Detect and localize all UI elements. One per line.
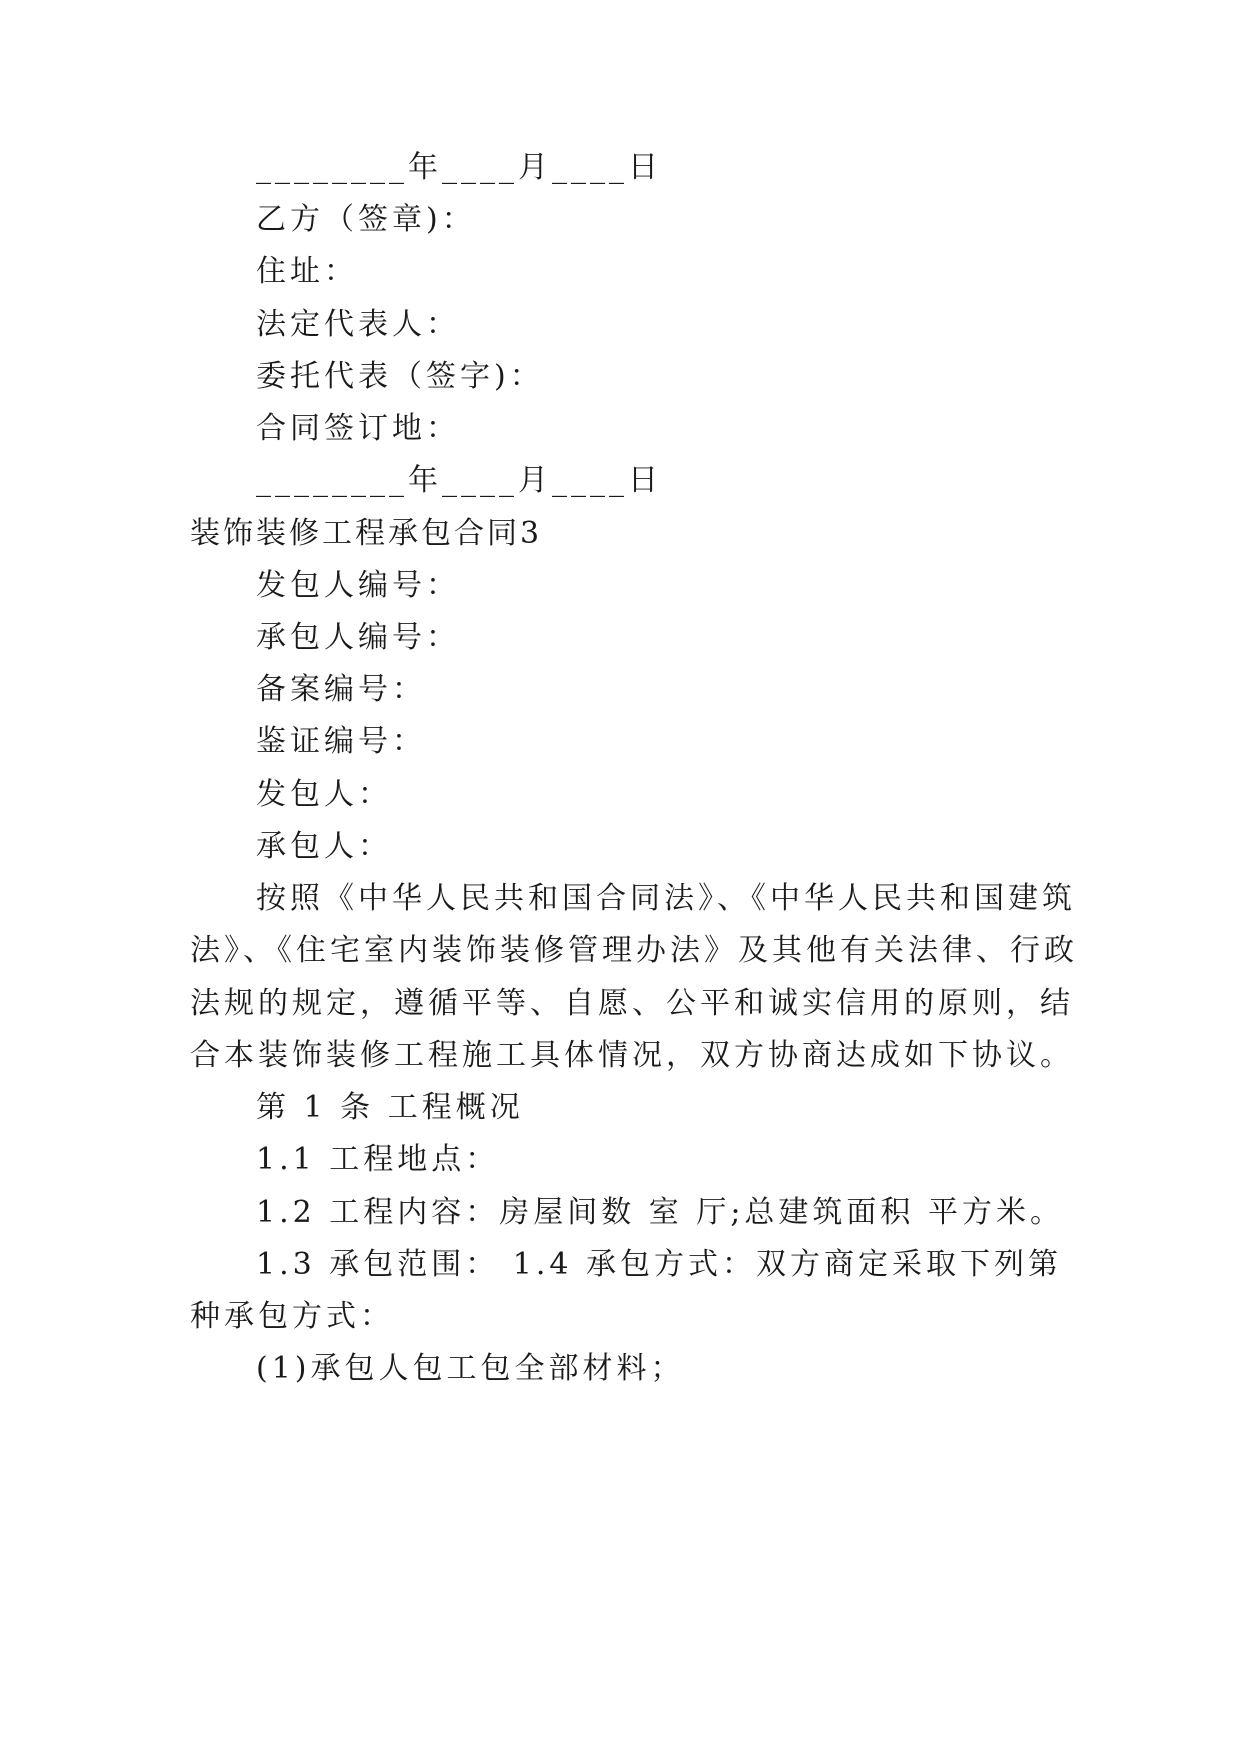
paragraph-line: 法规的规定，遵循平等、自愿、公平和诚实信用的原则，结 (190, 986, 1074, 1021)
address-line: 住址： (256, 254, 358, 289)
clause-line: 1.2 工程内容：房屋间数 室 厅;总建筑面积 平方米。 (256, 1195, 1064, 1230)
clause-line: 1.3 承包范围： 1.4 承包方式：双方商定采取下列第 (256, 1247, 1063, 1282)
contractor-line: 承包人： (256, 829, 392, 864)
employer-line: 发包人： (256, 777, 392, 812)
filing-number-line: 备案编号： (256, 672, 426, 707)
date-line-2: ________年____月____日 (256, 463, 662, 498)
clause-line: 1.1 工程地点： (256, 1142, 500, 1177)
article-heading: 第 1 条 工程概况 (256, 1090, 524, 1125)
paragraph-line: 按照《中华人民共和国合同法》、《中华人民共和国建筑 (256, 881, 1076, 916)
employer-number-line: 发包人编号： (256, 568, 460, 603)
clause-line: 种承包方式： (190, 1299, 394, 1334)
signing-place-line: 合同签订地： (256, 411, 460, 446)
paragraph-line: 法》、《住宅室内装饰装修管理办法》及其他有关法律、行政 (190, 933, 1078, 968)
date-line-1: ________年____月____日 (256, 150, 662, 185)
authorized-representative-line: 委托代表（签字)： (256, 359, 544, 394)
certification-number-line: 鉴证编号： (256, 724, 426, 759)
legal-representative-line: 法定代表人： (256, 307, 460, 342)
party-b-signature-line: 乙方（签章)： (256, 202, 476, 237)
contract-title: 装饰装修工程承包合同3 (190, 516, 543, 551)
paragraph-line: 合本装饰装修工程施工具体情况，双方协商达成如下协议。 (190, 1038, 1074, 1073)
contractor-number-line: 承包人编号： (256, 620, 460, 655)
clause-line: (1)承包人包工包全部材料； (256, 1351, 685, 1386)
